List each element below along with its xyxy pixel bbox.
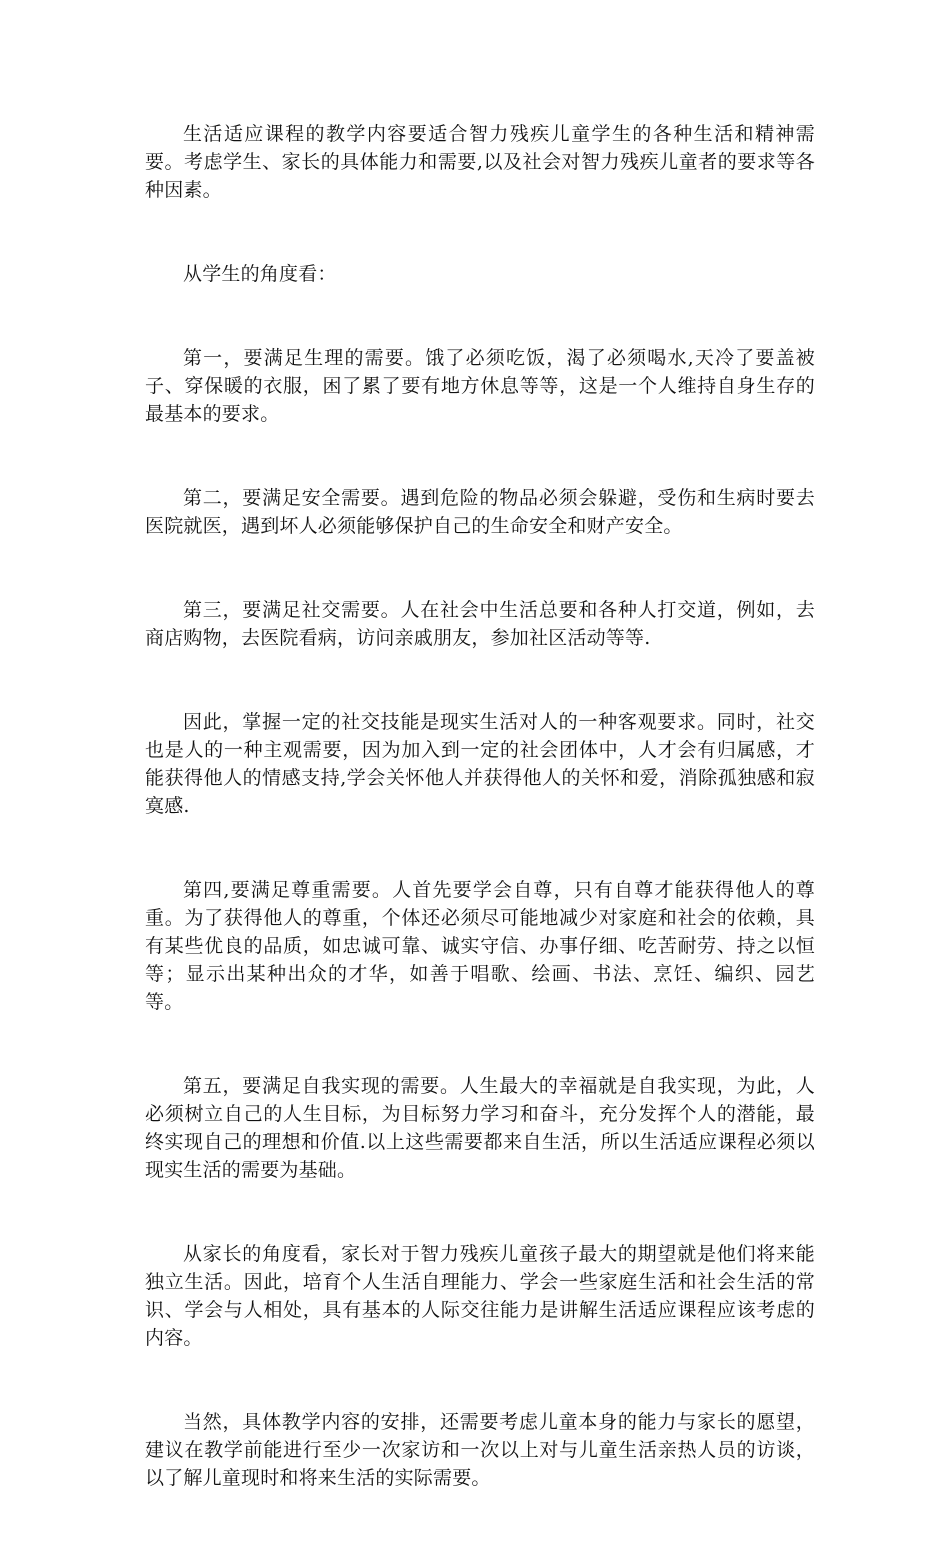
paragraph-student-perspective: 从学生的角度看： [183,263,337,285]
paragraph-safety-need: 第二，要满足安全需要。遇到危险的物品必须会躲避，受伤和生病时要去医院就医，遇到坏人必须能够保护自己的生命安全和财产安全。 [145,487,815,537]
paragraph-esteem-need: 第四,要满足尊重需要。人首先要学会自尊，只有自尊才能获得他人的尊重。为了获得他人的尊重，个体还必须尽可能地减少对家庭和社会的依赖，具有某些优良的品质，如忠诚可靠、诚实守信、办事仔细、吃苦耐劳、持之以恒等；显示出某种出众的才华，如善于唱歌、绘画、书法、烹饪、编织、园艺等。 [145,879,815,1013]
paragraph-intro: 生活适应课程的教学内容要适合智力残疾儿童学生的各种生活和精神需要。考虑学生、家长的具体能力和需要,以及社会对智力残疾儿童者的要求等各种因素。 [145,123,815,201]
paragraph-conclusion: 当然，具体教学内容的安排，还需要考虑儿童本身的能力与家长的愿望，建议在教学前能进行至少一次家访和一次以上对与儿童生活亲热人员的访谈，以了解儿童现时和将来生活的实际需要。 [145,1411,815,1489]
paragraph-social-need: 第三，要满足社交需要。人在社会中生活总要和各种人打交道，例如，去商店购物，去医院看病，访问亲戚朋友，参加社区活动等等. [145,599,815,649]
document-body [145,120,815,1548]
paragraph-social-skills: 因此，掌握一定的社交技能是现实生活对人的一种客观要求。同时，社交也是人的一种主观需要，因为加入到一定的社会团体中，人才会有归属感，才能获得他人的情感支持,学会关怀他人并获得他人的关怀和爱，消除孤独感和寂寞感. [145,711,815,817]
paragraph-self-actualization: 第五，要满足自我实现的需要。人生最大的幸福就是自我实现，为此，人必须树立自己的人生目标，为目标努力学习和奋斗，充分发挥个人的潜能，最终实现自己的理想和价值.以上这些需要都来自生活，所以生活适应课程必须以现实生活的需要为基础。 [145,1075,815,1181]
paragraph-parent-perspective: 从家长的角度看，家长对于智力残疾儿童孩子最大的期望就是他们将来能独立生活。因此，培育个人生活自理能力、学会一些家庭生活和社会生活的常识、学会与人相处，具有基本的人际交往能力是讲解生活适应课程应该考虑的内容。 [145,1243,815,1349]
paragraph-physiological-need: 第一，要满足生理的需要。饿了必须吃饭，渴了必须喝水,天冷了要盖被子、穿保暖的衣服，困了累了要有地方休息等等，这是一个人维持自身生存的最基本的要求。 [145,347,815,425]
